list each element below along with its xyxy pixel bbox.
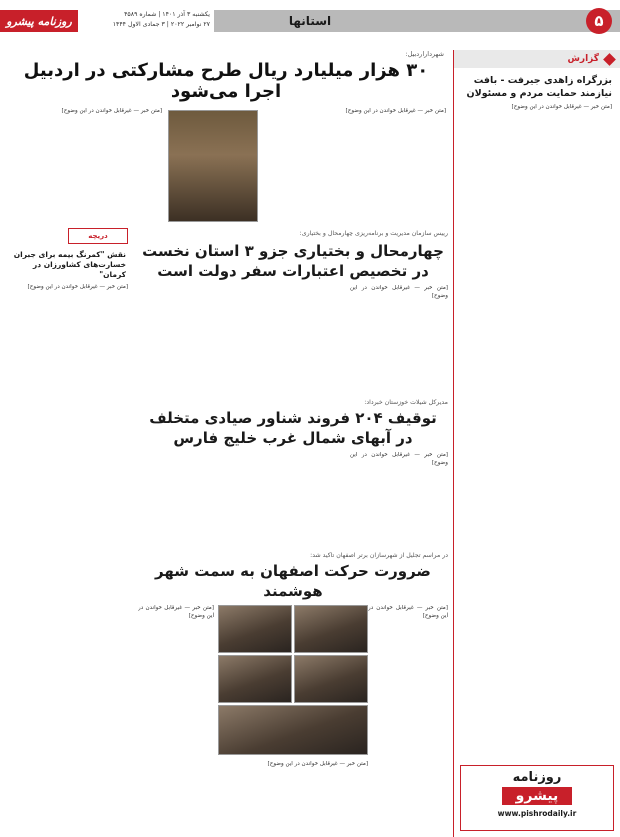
center-stories bbox=[134, 228, 452, 837]
story2-kicker: رییس سازمان مدیریت و برنامه‌ریزی چهارمحال و بختیاری: bbox=[299, 230, 448, 237]
story4-photo-3 bbox=[218, 655, 292, 703]
report-sidebar bbox=[453, 50, 620, 837]
story4-kicker: در مراسم تجلیل از شهرسازان برتر اصفهان تاکید شد: bbox=[310, 552, 448, 559]
window-column-label: دریچه bbox=[68, 228, 128, 244]
diamond-icon bbox=[603, 53, 616, 66]
window-column-text: [متن خبر — غیرقابل خواندن در این وضوح] bbox=[27, 284, 128, 290]
masthead bbox=[0, 0, 620, 50]
story4-text-a: [متن خبر — غیرقابل خواندن در این وضوح] bbox=[368, 605, 448, 619]
ad-title: روزنامه bbox=[512, 770, 562, 785]
main-content bbox=[0, 50, 452, 837]
story2-text: [متن خبر — غیرقابل خواندن در این وضوح] bbox=[350, 285, 448, 299]
story1-text-b: [متن خبر — غیرقابل خواندن در این وضوح] bbox=[61, 108, 162, 114]
issue-date-line-1: یکشنبه ۳ آذر ۱۴۰۱ | شماره ۴۵۸۹ bbox=[124, 11, 210, 18]
story4-photo-2 bbox=[294, 605, 368, 653]
story1-headline: ۳۰ هزار میلیارد ریال طرح مشارکتی در اردبیل اجرا می‌شود bbox=[23, 60, 429, 102]
middle-section bbox=[0, 228, 452, 798]
newspaper-ad-box bbox=[460, 765, 614, 831]
story3-headline: توقیف ۲۰۴ فروند شناور صیادی متخلف در آبهای شمال غرب خلیج فارس bbox=[149, 409, 437, 447]
story4-text-c: [متن خبر — غیرقابل خواندن در این وضوح] bbox=[267, 761, 368, 767]
issue-date-line-2: ۲۷ نوامبر ۲۰۲۲ | ۳ جمادی الاول ۱۴۴۴ bbox=[112, 21, 210, 28]
story4-headline: ضرورت حرکت اصفهان به سمت شهر هوشمند bbox=[155, 562, 431, 600]
story4-photo-4 bbox=[294, 655, 368, 703]
page-number: ۵ bbox=[586, 8, 612, 34]
story1-photo bbox=[168, 110, 258, 222]
newspaper-logo: روزنامه پیشرو bbox=[0, 10, 78, 32]
window-column bbox=[4, 228, 128, 798]
story4-photo-1 bbox=[218, 605, 292, 653]
story3-text: [متن خبر — غیرقابل خواندن در این وضوح] bbox=[350, 452, 448, 466]
report-tag-label: گزارش bbox=[567, 54, 599, 64]
ad-brand-name: پیشرو bbox=[502, 787, 573, 805]
section-title: استانها bbox=[288, 14, 332, 28]
story1-text-a: [متن خبر — غیرقابل خواندن در این وضوح] bbox=[345, 108, 446, 114]
story3-kicker: مدیرکل شیلات خوزستان خبرداد: bbox=[364, 399, 448, 406]
story4-photo-5 bbox=[218, 705, 368, 755]
sidebar-article-text: [متن خبر — غیرقابل خواندن در این وضوح] bbox=[511, 104, 612, 110]
report-tag bbox=[454, 50, 620, 68]
story4-text-b: [متن خبر — غیرقابل خواندن در این وضوح] bbox=[138, 605, 214, 619]
sidebar-headline: بزرگراه زاهدی جیرفت - بافت نیازمند حمایت مردم و مسئولان bbox=[466, 75, 612, 99]
story4 bbox=[134, 605, 452, 837]
issue-date bbox=[82, 10, 210, 30]
window-column-headline: نقش "کمرنگ بیمه برای جبران خسارت‌های کشاورزان در کرمان" bbox=[13, 250, 126, 279]
story4-photo-collage bbox=[218, 605, 368, 755]
story2-headline: چهارمحال و بختیاری جزو ۳ استان نخست در تخصیص اعتبارات سفر دولت است bbox=[142, 242, 444, 280]
story1-kicker: شهرداراردبیل: bbox=[405, 50, 444, 58]
website-link[interactable]: www.pishrodaily.ir bbox=[497, 809, 577, 818]
